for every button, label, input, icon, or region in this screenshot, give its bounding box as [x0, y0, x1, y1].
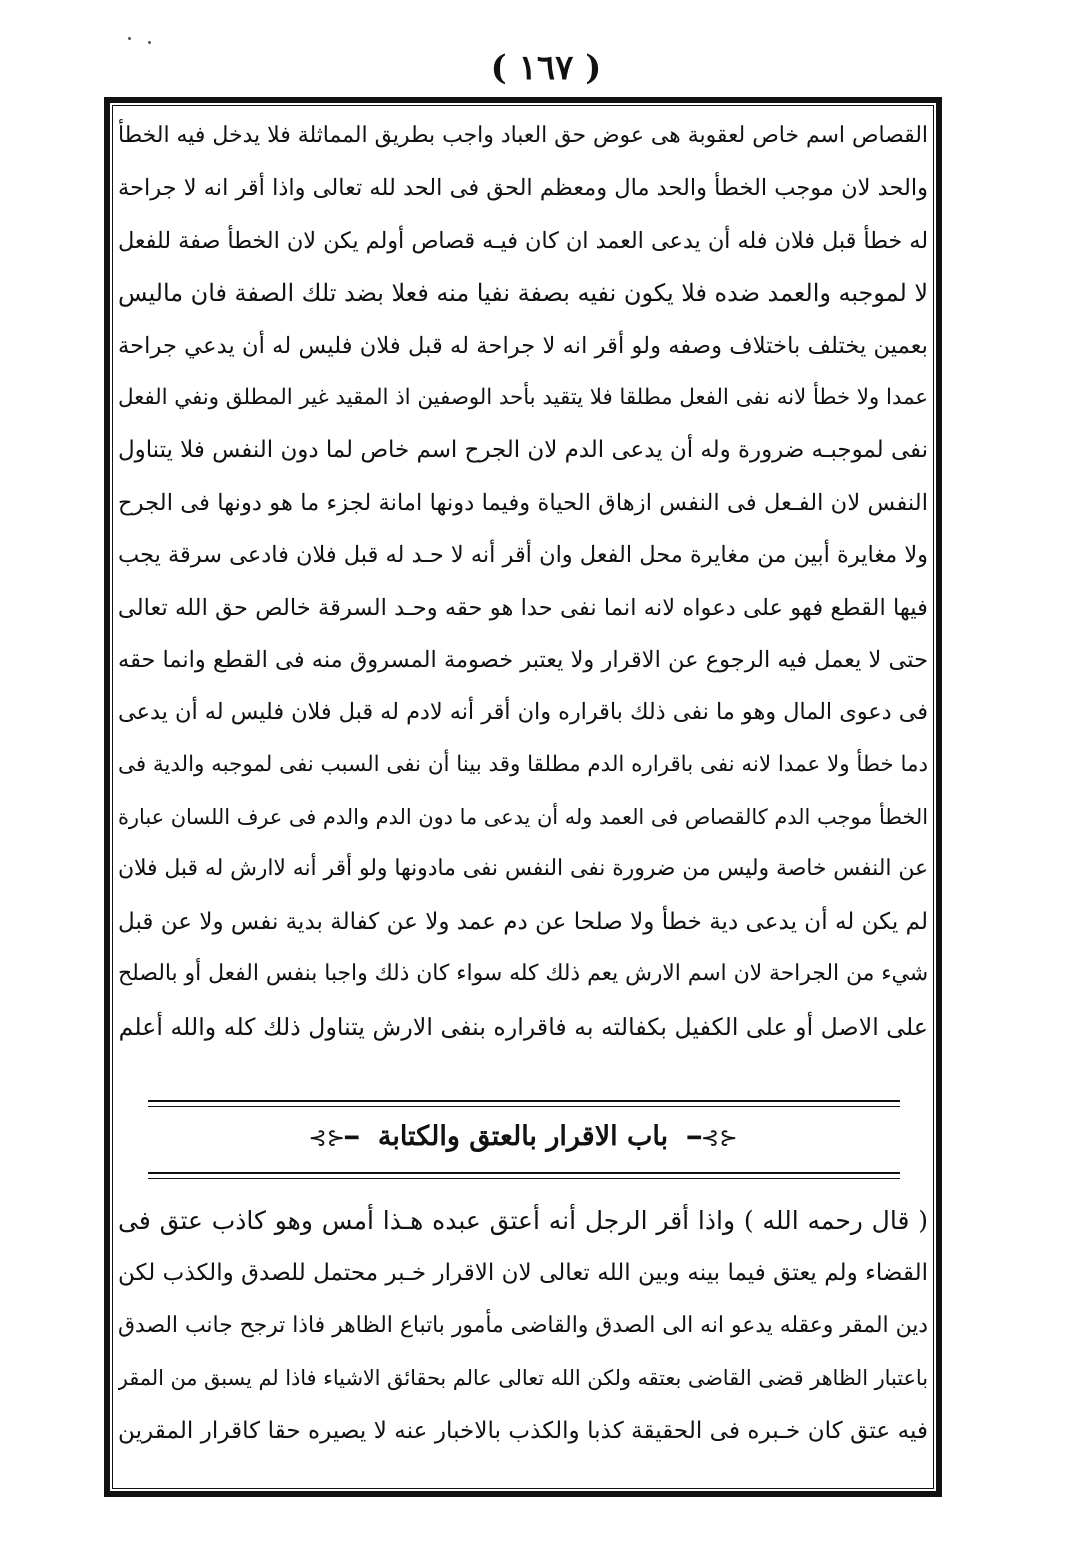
chapter-heading: [118, 1115, 928, 1161]
text-line: النفس لان الفـعل فى النفس ازهاق الحياة وفيما دونها امانة لجزء ما هو دونها فى الجرح: [118, 489, 928, 516]
text-line: باعتبار الظاهر قضى القاضى بعتقه ولكن الله تعالى عالم بحقائق الاشياء فاذا لم يسبق من المقر: [118, 1366, 928, 1391]
text-line: القضاء ولم يعتق فيما بينه وبين الله تعالى لان الاقرار خـبر محتمل للصدق والكذب لكن: [118, 1260, 928, 1287]
body-text-section-1: [118, 110, 928, 1053]
text-line: فيه عتق كان خـبره فى الحقيقة كذبا والكذب بالاخبار عنه لا يصيره حقا كاقرار المقرين: [118, 1417, 928, 1444]
text-line: والحد لان موجب الخطأ والحد مال ومعظم الحق فى الحد لله تعالى واذا أقر انه لا جراحة: [118, 175, 928, 202]
text-line: لم يكن له أن يدعى دية خطأ ولا صلحا عن دم عمد ولا عن كفالة بدية نفس ولا عن قبل: [118, 908, 928, 935]
text-line: فيها القطع فهو على دعواه لانه انما نفى حدا هو حقه وحـد السرقة خالص حق الله تعالى: [118, 594, 928, 621]
chapter-title: باب الاقرار بالعتق والكتابة: [377, 1121, 669, 1152]
text-line: الخطأ موجب الدم كالقصاص فى العمد وله أن يدعى ما دون الدم والدم فى عرف اللسان عبارة: [118, 805, 928, 830]
body-text-section-2: [118, 1195, 928, 1457]
section-divider-bottom: [148, 1172, 900, 1174]
section-divider-bottom-thin: [148, 1178, 900, 1179]
text-line: لا لموجبه والعمد ضده فلا يكون نفيه بصفة نفيا منه فعلا بضد تلك الصفة فان ماليس: [118, 279, 928, 308]
scan-speck: [148, 41, 151, 44]
text-line: ولا مغايرة أبين من مغايرة محل الفعل وان أقر أنه لا حـد له قبل فلان فادعى سرقة يجب: [118, 542, 928, 569]
section-divider-top: [148, 1100, 900, 1102]
ornament-left-icon: ━⊰⊱: [308, 1126, 359, 1151]
text-line: دما خطأ ولا عمدا لانه نفى باقراره الدم مطلقا وقد بينا أن نفى السبب نفى لموجبه والدية فى: [118, 751, 928, 777]
page-number: ( ١٦٧ ): [490, 48, 602, 88]
text-line: ( قال رحمه الله ) واذا أقر الرجل أنه أعتق عبده هـذا أمس وهو كاذب عتق فى: [118, 1206, 928, 1235]
section-divider-top-thin: [148, 1106, 900, 1107]
text-line: عن النفس خاصة وليس من ضرورة نفى النفس نفى مادونها ولو أقر أنه لاارش له قبل فلان: [118, 856, 928, 882]
scan-speck: [128, 37, 131, 40]
text-line: له خطأ قبل فلان فله أن يدعى العمد ان كان فيـه قصاص أولم يكن لان الخطأ صفة للفعل: [118, 227, 928, 254]
text-line: عمدا ولا خطأ لانه نفى الفعل مطلقا فلا يتقيد بأحد الوصفين اذ المقيد غير المطلق ونفي الفعل: [118, 384, 928, 410]
text-line: القصاص اسم خاص لعقوبة هى عوض حق العباد واجب بطريق المماثلة فلا يدخل فيه الخطأ: [118, 123, 928, 148]
text-line: شيء من الجراحة لان اسم الارش يعم ذلك كله سواء كان ذلك واجبا بنفس الفعل أو بالصلح: [118, 961, 928, 987]
text-line: حتى لا يعمل فيه الرجوع عن الاقرار ولا يعتبر خصومة المسروق منه فى القطع وانما حقه: [118, 646, 928, 673]
text-line: دين المقر وعقله يدعو انه الى الصدق والقاضى مأمور باتباع الظاهر فاذا ترجح جانب الصدق: [118, 1312, 928, 1338]
text-line: نفى لموجبـه ضرورة وله أن يدعى الدم لان الجرح اسم خاص لما دون النفس فلا يتناول: [118, 437, 928, 464]
text-line: فى دعوى المال وهو ما نفى ذلك باقراره وان أقر أنه لادم له قبل فلان فليس له أن يدعى: [118, 699, 928, 726]
text-line: بعمين يختلف باختلاف وصفه ولو أقر انه لا جراحة له قبل فلان فليس له أن يدعي جراحة: [118, 332, 928, 359]
text-line: على الاصل أو على الكفيل بكفالته به فاقراره بنفى الارش يتناول ذلك كله والله أعلم: [118, 1012, 928, 1041]
ornament-right-icon: ⊰⊱━: [687, 1126, 738, 1151]
